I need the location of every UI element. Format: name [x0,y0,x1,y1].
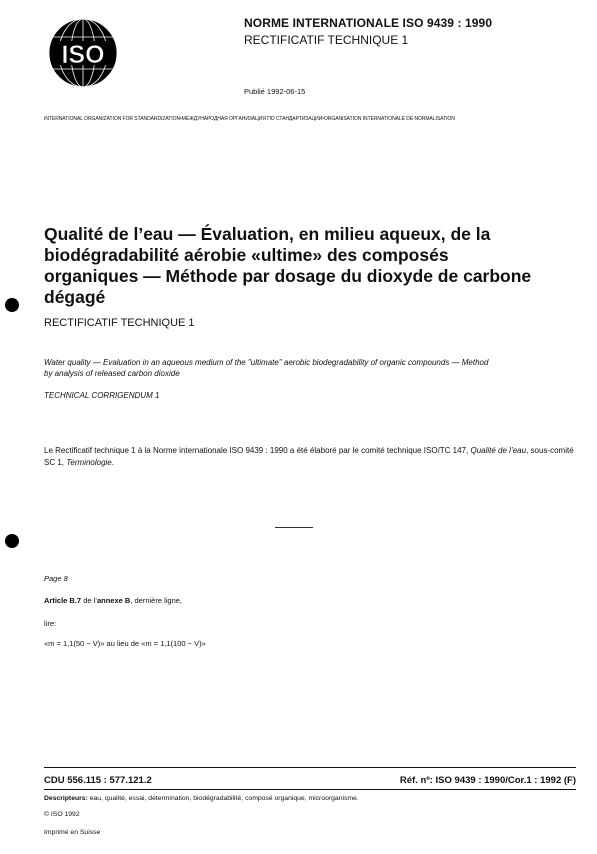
rectificatif-subtitle: RECTIFICATIF TECHNIQUE 1 [44,317,195,329]
article-label: Article B.7 [44,596,82,605]
organizations-line: INTERNATIONAL ORGANIZATION FOR STANDARDIZATION•МЕЖДУНАРОДНАЯ ОРГАНИЗАЦИЯ ПО СТАНДАРТИЗАЦИИ•ORGANISATION INTERNATIONALE DE NORMALISATION [44,116,455,122]
title-line: Qualité de l’eau — Évaluation, en milieu aqueux, de la [44,224,491,244]
publication-date: Publié 1992-06-15 [244,87,306,96]
intro-italic: Qualité de l’eau [470,446,527,455]
document-title [44,224,564,308]
intro-paragraph [44,445,576,469]
title-line: biodégradabilité aérobie «ultime» des composés [44,245,449,265]
english-title [44,357,569,379]
title-line: dégagé [44,287,106,307]
descriptors-text: eau, qualité, essai, détermination, biodégradabilité, composé organique, microorganisme. [87,795,359,802]
punch-hole-bottom [5,534,19,548]
copyright: © ISO 1992 [44,811,80,818]
descriptors [44,795,359,802]
intro-text: , sous-comité SC 1, [44,446,574,467]
punch-hole-top [5,298,19,312]
footer-rule [44,767,576,768]
iso-logo-text: ISO [61,41,105,69]
english-title-line: Water quality — Evaluation in an aqueous medium of the "ultimate" aerobic biodegradability of organic compounds — Method [44,358,489,367]
correction-formula: «m = 1,1(50 − V)» au lieu de «m = 1,1(100 − V)» [44,639,206,648]
title-line: organiques — Méthode par dosage du dioxyde de carbone [44,266,532,286]
article-reference [44,596,182,605]
separator-rule [275,527,313,528]
annex-label: annexe B [96,596,131,605]
intro-italic: Terminologie [66,458,112,467]
printed-in: Imprimé en Suisse [44,829,101,836]
read-label: lire: [44,619,57,628]
iso-logo [47,17,119,89]
cdu-code: CDU 556.115 : 577.121.2 [44,775,152,786]
footer-rule-2 [44,789,576,790]
descriptors-label: Descripteurs: [44,795,88,802]
english-title-line: by analysis of released carbon dioxide [44,369,180,378]
intro-text: . [111,458,114,467]
corrigendum-label: RECTIFICATIF TECHNIQUE 1 [244,33,409,47]
reference-number: Réf. nº: ISO 9439 : 1990/Cor.1 : 1992 (F) [399,775,576,786]
intro-text: Le Rectificatif technique 1 à la Norme internationale ISO 9439 : 1990 a été élaboré par le comité technique ISO/TC 147, [44,446,471,455]
technical-corrigendum: TECHNICAL CORRIGENDUM 1 [44,391,160,400]
article-text: , dernière ligne, [130,596,183,605]
page-reference: Page 8 [44,574,68,583]
standard-title: NORME INTERNATIONALE ISO 9439 : 1990 [244,16,493,30]
article-text: de l’ [81,596,97,605]
